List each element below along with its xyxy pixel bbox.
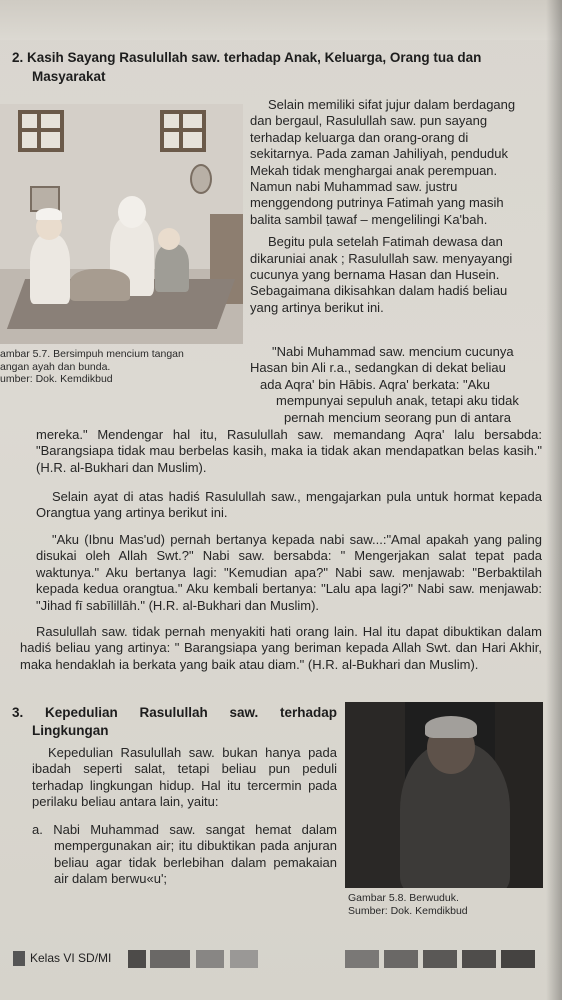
footer-block <box>462 950 496 968</box>
footer-block <box>345 950 379 968</box>
text-line: cucunya yang bernama Hasan dan Husein. <box>250 267 500 283</box>
text-line: terhadap keluarga dan orang-orang di <box>250 129 469 145</box>
figure-caption-line: angan ayah dan bunda. <box>0 360 111 373</box>
illus-child-right-head <box>158 228 180 250</box>
illus-window-left <box>18 110 64 152</box>
footer-block <box>196 950 224 968</box>
page-edge-shadow <box>546 0 562 1000</box>
paragraph-hadith-continued: mereka." Mendengar hal itu, Rasulullah saw. memandang Aqra' lalu bersabda: "Barangsiapa tidak mau berbelas kasih, maka ia tidak akan mendapatkan belas kasih." (H.R. al-Bukhari dan Muslim). <box>36 427 542 475</box>
side-text-block <box>250 97 542 316</box>
figure-caption-line: umber: Dok. Kemdikbud <box>0 373 113 385</box>
footer-marker-icon <box>13 951 25 966</box>
section-2-heading-line1: 2. Kasih Sayang Rasulullah saw. terhadap Anak, Keluarga, Orang tua dan <box>12 50 482 65</box>
illus-father-cap <box>36 208 62 220</box>
hadith-quote-block <box>250 344 542 426</box>
text-line: Namun nabi Muhammad saw. justru <box>250 179 458 195</box>
illustration-kissing-hands <box>0 104 243 344</box>
page-top-edge <box>0 0 562 40</box>
figure-5-7-caption <box>0 348 184 386</box>
paragraph-not-hurting-others: Rasulullah saw. tidak pernah menyakiti hati orang lain. Hal itu dapat dibuktikan dalam hadiś beliau yang artinya: " Barangsiapa yang beriman kepada Allah Swt. dan Hari Akhir, maka hendaklah ia berkata yang baik atau diam." (H.R. al-Bukhari dan Muslim). <box>20 624 542 672</box>
illus-child-right <box>155 244 189 292</box>
photo-person-cap <box>425 716 477 738</box>
figure-5-8-caption <box>348 892 468 917</box>
footer-block <box>230 950 258 968</box>
footer-block <box>150 950 190 968</box>
illus-mother-head <box>118 196 146 228</box>
section-2-heading-line2: Masyarakat <box>32 69 106 84</box>
text-line: Begitu pula setelah Fatimah dewasa dan <box>268 234 503 250</box>
figure-caption-line: Gambar 5.8. Berwuduk. <box>348 892 459 904</box>
paragraph-respect-parents: Selain ayat di atas hadiś Rasulullah saw., mengajarkan pula untuk hormat kepada Orangtua yang artinya berikut ini. <box>36 489 542 521</box>
footer-block <box>423 950 457 968</box>
paragraph-ibnu-masud-hadith: "Aku (Ibnu Mas'ud) pernah bertanya kepada nabi saw...:"Amal apakah yang paling disukai oleh Allah Swt.?" Nabi saw. bersabda: " Mengerjakan salat tepat pada waktunya." Aku bertanya lagi: "Kemudian apa?" Nabi saw. menjawab: "Berbaktilah kepada kedua orangtua." Aku kembali bertanya: "Lalu apa lagi?" Nabi saw. menjawab: "Jihad fī sabīlillāh." (H.R. al-Bukhari dan Muslim). <box>36 532 542 613</box>
photo-ablution <box>345 702 543 888</box>
text-line: pernah mencium seorang pun di antara <box>284 409 511 425</box>
footer-class-label: Kelas VI SD/MI <box>30 951 112 965</box>
section-3-heading-line2: Lingkungan <box>32 723 109 738</box>
text-line: sekitarnya. Pada zaman Jahiliyah, penduduk <box>250 146 508 162</box>
footer-block <box>384 950 418 968</box>
section-3-item-a: a. Nabi Muhammad saw. sangat hemat dalam mempergunakan air; itu dibuktikan pada anjuran beliau agar tidak berlebihan dalam pemakaian air dalam berwu«u'; <box>32 822 337 887</box>
text-line: balita sambil ṭawaf – mengelilingi Ka'bah. <box>250 211 488 227</box>
illus-father-robe <box>30 234 70 304</box>
text-line: ada Aqra' bin Hābis. Aqra' berkata: "Aku <box>260 376 490 392</box>
text-line: yang artinya berikut ini. <box>250 299 384 315</box>
text-line: menggendong putrinya Fatimah yang masih <box>250 195 504 211</box>
section-3-heading-line1: 3. Kepedulian Rasulullah saw. terhadap <box>12 705 337 720</box>
text-line: Mekah tidak menghargai anak perempuan. <box>250 162 498 178</box>
text-line: "Nabi Muhammad saw. mencium cucunya <box>272 344 514 359</box>
text-line: mempunyai sepuluh anak, tetapi aku tidak <box>276 393 519 409</box>
footer-block <box>501 950 535 968</box>
figure-caption-line: ambar 5.7. Bersimpuh mencium tangan <box>0 348 184 360</box>
text-line: dikaruniai anak ; Rasulullah saw. menyayangi <box>250 250 513 266</box>
text-line: Hasan bin Ali r.a., sedangkan di dekat beliau <box>250 360 506 376</box>
text-line: Selain memiliki sifat jujur dalam berdagang <box>268 97 516 112</box>
illus-window-right <box>160 110 206 152</box>
section-3-paragraph: Kepedulian Rasulullah saw. bukan hanya pada ibadah seperti salat, tetapi beliau pun peduli terhadap lingkungan hidup. Hal itu tercermin pada perilaku beliau antara lain, yaitu: <box>32 745 337 810</box>
figure-caption-line: Sumber: Dok. Kemdikbud <box>348 904 468 917</box>
photo-wall <box>345 702 405 888</box>
text-line: Sebagaimana dikisahkan dalam hadiś beliau <box>250 283 508 299</box>
footer-block <box>128 950 146 968</box>
text-line: dan bergaul, Rasulullah saw. pun sayang <box>250 113 488 129</box>
illus-child-kneeling <box>70 269 130 301</box>
illus-wall-clock <box>190 164 212 194</box>
